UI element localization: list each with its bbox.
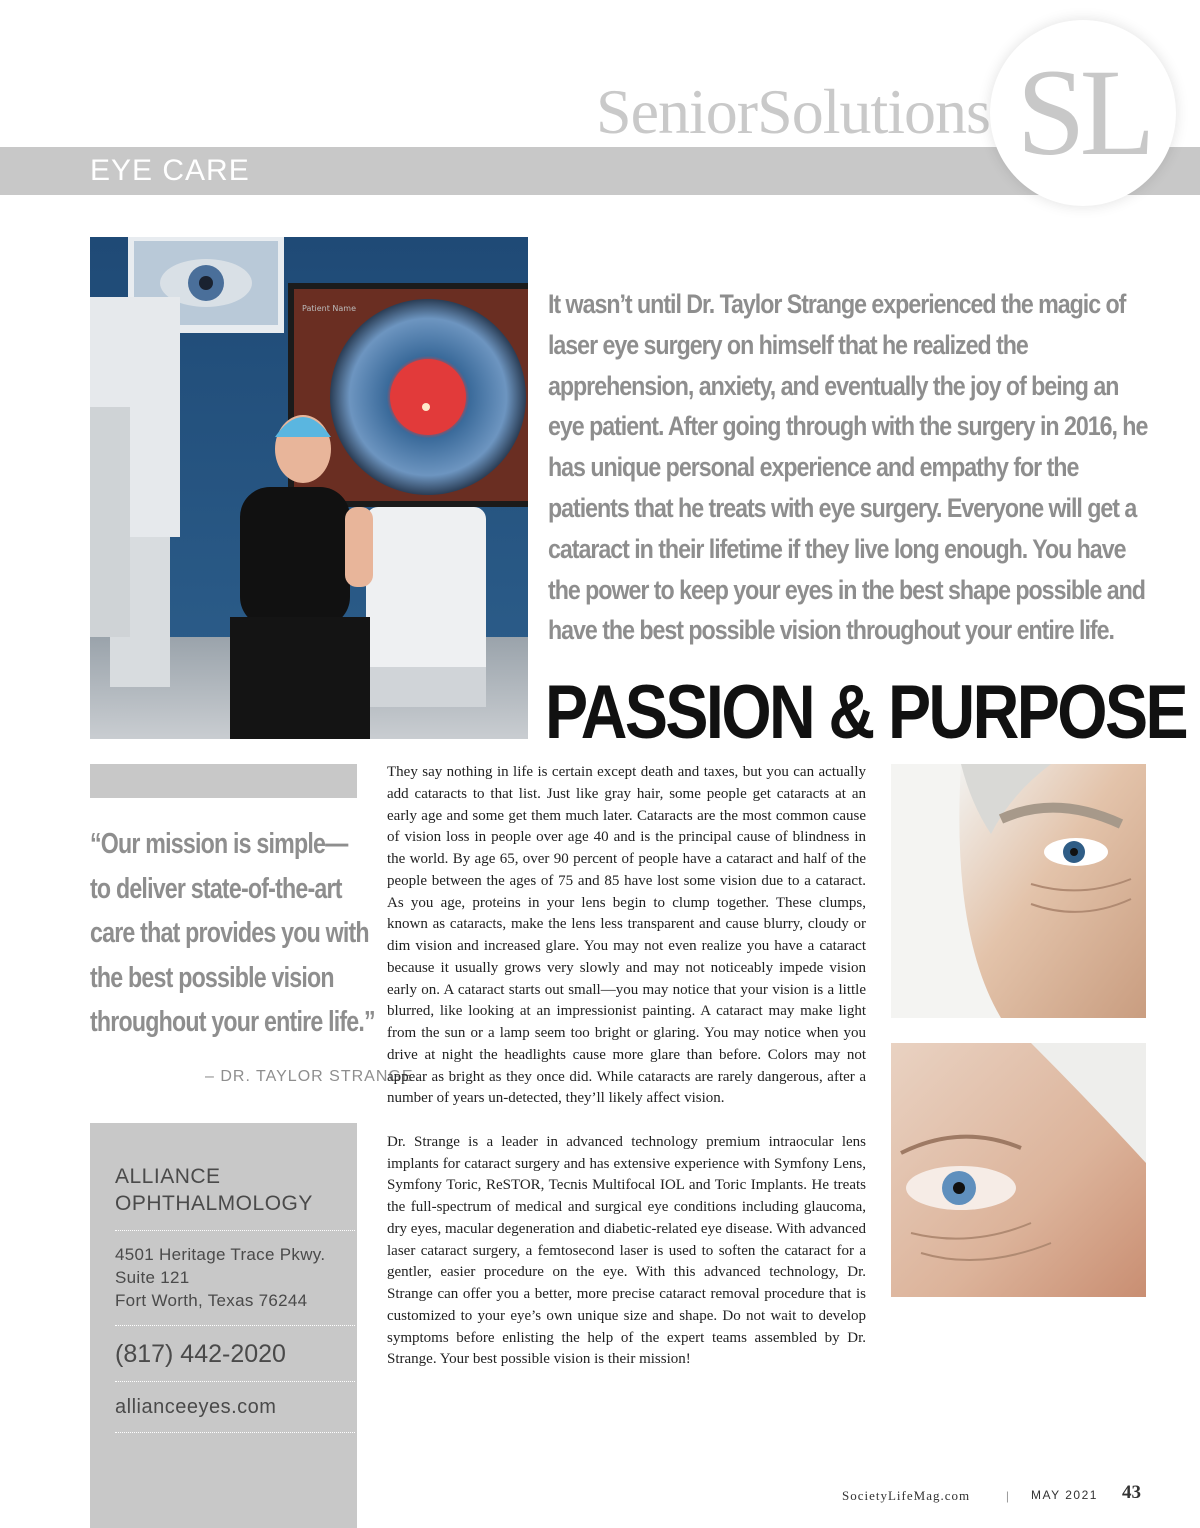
hero-photo-doctor <box>90 237 528 739</box>
body-paragraph: Dr. Strange is a leader in advanced technology premium intraocular lens implants for cataract surgery and has extensive experience with Symfony Lens, Symfony Toric, ReSTOR, Tecnis Multifocal IOL and Toric Implants. He treats the full-spectrum of medical and surgical eye conditions including glaucoma, dry eyes, macular degeneration and diabetic-related eye disease. With advanced laser cataract surgery, a femtosecond laser is used to soften the cataract for a gentler, easier procedure on the eye. With this advanced technology, Dr. Strange can offer you a better, more precise cataract removal procedure that is customized to your eye’s own unique size and shape. Do not wait to develop symptoms before enlisting the help of the expert teams assembled by Dr. Strange. Your best possible vision is their mission! <box>387 1133 866 1368</box>
publication-title: SeniorSolutions <box>596 76 990 147</box>
intro-paragraph: It wasn’t until Dr. Taylor Strange experienced the magic of laser eye surgery on himself that he realized the apprehension, anxiety, and eventually the joy of being an eye patient. After going through with the surgery in 2016, he has unique personal experience and empathy for the patients that he treats with eye surgery. Everyone will get a cataract in their lifetime if they live long enough. You have the power to keep your eyes in the best shape possible and have the best possible vision throughout your entire life. <box>548 289 1148 646</box>
hero-illustration <box>90 237 528 739</box>
pull-quote-line: “Our mission is simple— <box>90 828 348 860</box>
practice-phone[interactable]: (817) 442-2020 <box>115 1340 286 1368</box>
divider <box>115 1230 355 1231</box>
senior-man-eye-photo <box>891 764 1146 1018</box>
pull-quote-line: the best possible vision <box>90 961 334 994</box>
senior-man-illustration <box>891 764 1146 1018</box>
monitor-patient-label: Patient Name <box>302 304 356 313</box>
practice-website-link[interactable]: allianceeyes.com <box>115 1396 277 1418</box>
senior-woman-illustration <box>891 1043 1146 1297</box>
page-number: 43 <box>1122 1482 1141 1503</box>
body-paragraph: They say nothing in life is certain except death and taxes, but you can actually add cataracts to that list. Just like gray hair, some people get cataracts at an early age and some get them much later. Cataracts are the most common cause of vision loss in people over age 40 and is the principal cause of blindness in the world. By age 65, over 90 percent of people have a cataract and half of the people between the ages of 75 and 85 have lost some vision due to a cataract. As you age, proteins in your lens begin to clump together. These clumps, known as cataracts, make the lens less transparent and cause blurry, cloudy or dim vision and increased glare. You may not even realize you have a cataract because it usually grows very slowly and may not noticeably impede vision early on. A cataract starts out small—you may notice that your vision is a little blurred, like looking at an impressionist painting. A cataract may make light from the sun or a lamp seem too bright or glaring. You may notice when you drive at night the headlights cause more glare than before. Colors may not appear as bright as they once did. While cataracts are rarely dangerous, after a number of years un-detected, they’ll likely affect vision. <box>387 764 866 1107</box>
footer-site: SocietyLifeMag.com <box>842 1488 971 1503</box>
practice-address <box>115 1243 325 1312</box>
divider <box>115 1432 355 1433</box>
quote-attribution: – DR. TAYLOR STRANGE <box>205 1068 414 1085</box>
footer-separator: | <box>1006 1488 1009 1503</box>
practice-name <box>115 1163 313 1217</box>
address-line1: 4501 Heritage Trace Pkwy. <box>115 1245 326 1264</box>
address-line2: Suite 121 <box>115 1268 190 1287</box>
pull-quote-line: throughout your entire life.” <box>90 1006 375 1038</box>
address-line3: Fort Worth, Texas 76244 <box>115 1291 308 1310</box>
divider <box>115 1381 355 1382</box>
practice-name-line1: ALLIANCE <box>115 1165 221 1188</box>
practice-name-line2: OPHTHALMOLOGY <box>115 1192 313 1215</box>
page-footer <box>830 1480 1146 1510</box>
pull-quote-line: care that provides you with <box>90 917 369 949</box>
divider <box>115 1325 355 1326</box>
article-headline: PASSION & PURPOSE <box>545 670 1187 755</box>
monogram-logo: SL <box>1016 44 1150 181</box>
section-label: EYE CARE <box>90 154 250 187</box>
pull-quote <box>90 822 375 1045</box>
pull-quote-line: to deliver state-of-the-art <box>90 872 342 905</box>
footer-date: MAY 2021 <box>1031 1488 1098 1502</box>
quote-bar <box>90 764 357 798</box>
article-body <box>387 762 866 1371</box>
senior-woman-eye-photo <box>891 1043 1146 1297</box>
